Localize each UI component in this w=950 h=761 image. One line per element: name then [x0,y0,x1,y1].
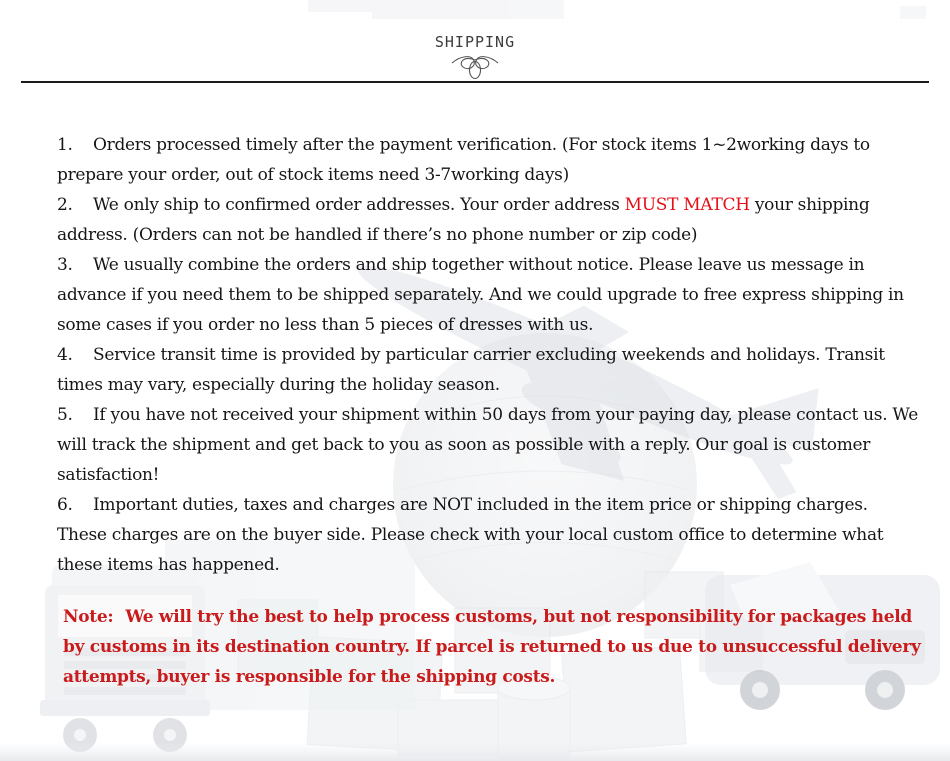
floor-shadow [0,742,950,761]
flourish-ornament-icon [0,54,950,80]
policy-text: We only ship to confirmed order addresses. Your order address [93,195,625,215]
policy-text: Service transit time is provided by particular carrier excluding weekends and holidays. Transit times may vary, especially during the holiday season. [57,345,885,395]
policy-number: 1. [57,135,73,155]
policy-item [57,400,922,490]
policy-item [57,490,922,580]
policy-text: Orders processed timely after the payment verification. (For stock items 1~2working days to prepare your order, out of stock items need 3-7working days) [57,135,870,185]
section-header [0,0,950,83]
policy-number: 6. [57,495,73,515]
policy-number: 2. [57,195,73,215]
policy-number: 3. [57,255,73,275]
policy-item [57,250,922,340]
policy-text: If you have not received your shipment within 50 days from your paying day, please contact us. We will track the shipment and get back to you as soon as possible with a reply. Our goal is customer satisfaction! [57,405,918,485]
policy-number: 5. [57,405,73,425]
note-text: We will try the best to help process customs, but not responsibility for packages held by customs in its destination country. If parcel is returned to us due to unsuccessful delivery attempts, buyer is responsible for the shipping costs. [63,607,921,687]
highlighted-text: MUST MATCH [624,195,750,215]
policy-text: your shipping address. (Orders can not be handled if there’s no phone number or zip code) [57,195,870,245]
policy-text: Important duties, taxes and charges are NOT included in the item price or shipping charges. These charges are on the buyer side. Please check with your local custom office to determine what these items has happened. [57,495,884,575]
note-label: Note: [63,607,114,627]
section-title: SHIPPING [434,33,516,51]
policy-item [57,190,922,250]
policy-item [57,340,922,400]
shipping-content [0,83,950,692]
policy-text: We usually combine the orders and ship together without notice. Please leave us message in advance if you need them to be shipped separately. And we could upgrade to free express shipping in some cases if you order no less than 5 pieces of dresses with us. [57,255,904,335]
customs-note [57,602,922,692]
shipping-policy-list [57,130,922,580]
policy-number: 4. [57,345,73,365]
policy-item [57,130,922,190]
